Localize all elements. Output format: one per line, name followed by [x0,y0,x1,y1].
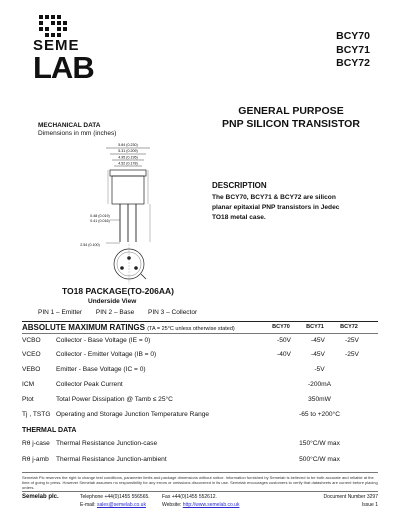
divider [22,321,378,322]
document-number: Document Number 3297 [323,494,378,500]
description-line: planar epitaxial PNP transistors in Jedec [212,204,340,211]
value: -5V [314,366,325,373]
parameter: Emitter - Base Voltage (IC = 0) [56,366,146,373]
ratings-heading-text: ABSOLUTE MAXIMUM RATINGS [22,323,145,332]
table-row [22,456,367,470]
parameter: Total Power Dissipation @ Tamb ≤ 25°C [56,396,173,403]
package-title: TO18 PACKAGE(TO-206AA) [62,286,174,296]
value: -65 to +200°C [299,411,340,418]
column-header: BCY70 [272,324,290,330]
value: -45V [311,337,325,344]
symbol: Rθ j-amb [22,456,49,463]
company-name: Semelab plc. [22,494,59,500]
symbol: VEBO [22,366,41,373]
symbol: Tj , TSTG [22,411,51,418]
website-link[interactable]: http://www.semelab.co.uk [182,502,240,508]
ratings-heading [22,323,235,332]
logo-text-lab: LAB [33,50,94,85]
table-row [22,396,367,410]
fax: Fax +44(0)1455 552612. [162,494,217,500]
pin-label: PIN 1 – Emitter [38,309,83,316]
semelab-logo [33,15,94,90]
dim-label: 5.31 (0.209) [118,149,138,153]
ratings-condition: (TA = 25°C unless otherwise stated) [147,326,235,332]
value: 500°C/W max [299,456,340,463]
value: -40V [277,351,291,358]
symbol: Ptot [22,396,34,403]
dim-label: 0.41 (0.016) [90,219,110,223]
value: 150°C/W max [299,440,340,447]
value: -45V [311,351,325,358]
issue-number: Issue 1 [361,502,378,508]
email-line [80,502,146,508]
dim-label: 4.95 (0.195) [118,155,138,160]
logo-text-seme: SEME [33,37,80,54]
divider [22,491,378,492]
symbol: VCBO [22,337,41,344]
parameter: Thermal Resistance Junction-case [56,440,158,447]
page-title [205,105,377,131]
title-line-1: GENERAL PURPOSE [238,105,344,117]
title-line-2: PNP SILICON TRANSISTOR [222,118,360,130]
divider [22,472,378,473]
dim-label: 0.48 (0.019) [90,214,110,218]
value: 350mW [308,396,331,403]
column-header: BCY72 [340,324,358,330]
value: -50V [277,337,291,344]
parameter: Collector - Emitter Voltage (IB = 0) [56,351,157,358]
parameter: Collector - Base Voltage (IE = 0) [56,337,151,344]
value: -25V [345,351,359,358]
pin-label: PIN 3 – Collector [148,309,198,316]
telephone: Telephone +44(0)1455 556565. [80,494,150,500]
divider [22,333,378,334]
website-line [162,502,239,508]
pin-list [38,309,209,316]
part-number: BCY70 [336,30,370,42]
part-number: BCY71 [336,43,370,56]
value: -25V [345,337,359,344]
to18-package-drawing [60,140,205,285]
value: -200mA [307,381,332,388]
table-row [22,381,367,395]
table-row [22,411,367,425]
parameter: Operating and Storage Junction Temperature Range [56,411,210,418]
description-line: TO18 metal case. [212,214,266,221]
mechanical-heading: MECHANICAL DATA [38,122,101,129]
table-row [22,366,367,380]
disclaimer-text: Semelab Plc reserves the right to change test conditions, parameter limits and package dimensions without notice. Information furnished by Semelab is believed to be both accurate and reliable at the time of going to press. However Semelab assumes no responsibility for any errors or omissions discovered in its use. Semelab encourages customers to verify that datasheets are current before placing orders. [22,475,378,490]
website-label: Website: [162,502,182,508]
table-row [22,337,367,351]
parameter: Thermal Resistance Junction-ambient [56,456,167,463]
table-row [22,440,367,454]
dim-label: 4.52 (0.178) [118,161,138,166]
column-header: BCY71 [306,324,324,330]
table-row [22,351,367,365]
package-view-label: Underside View [88,298,137,305]
part-number: BCY72 [336,57,370,69]
parameter: Collector Peak Current [56,381,123,388]
email-link[interactable]: sales@semelab.co.uk [96,502,146,508]
pin-label: PIN 2 – Base [95,309,135,316]
logo-dot-grid [39,15,65,37]
thermal-heading: THERMAL DATA [22,427,77,434]
description-line: The BCY70, BCY71 & BCY72 are silicon [212,194,336,201]
symbol: Rθ j-case [22,440,50,447]
mechanical-subheading: Dimensions in mm (inches) [38,130,117,137]
symbol: ICM [22,381,35,388]
description-text [212,193,377,223]
part-numbers [336,30,370,71]
dim-label: 2.54 (0.100) [80,243,100,247]
email-label: E-mail: [80,502,96,508]
symbol: VCEO [22,351,41,358]
description-heading: DESCRIPTION [212,181,267,190]
dim-label: 5.84 (0.230) [118,143,138,147]
